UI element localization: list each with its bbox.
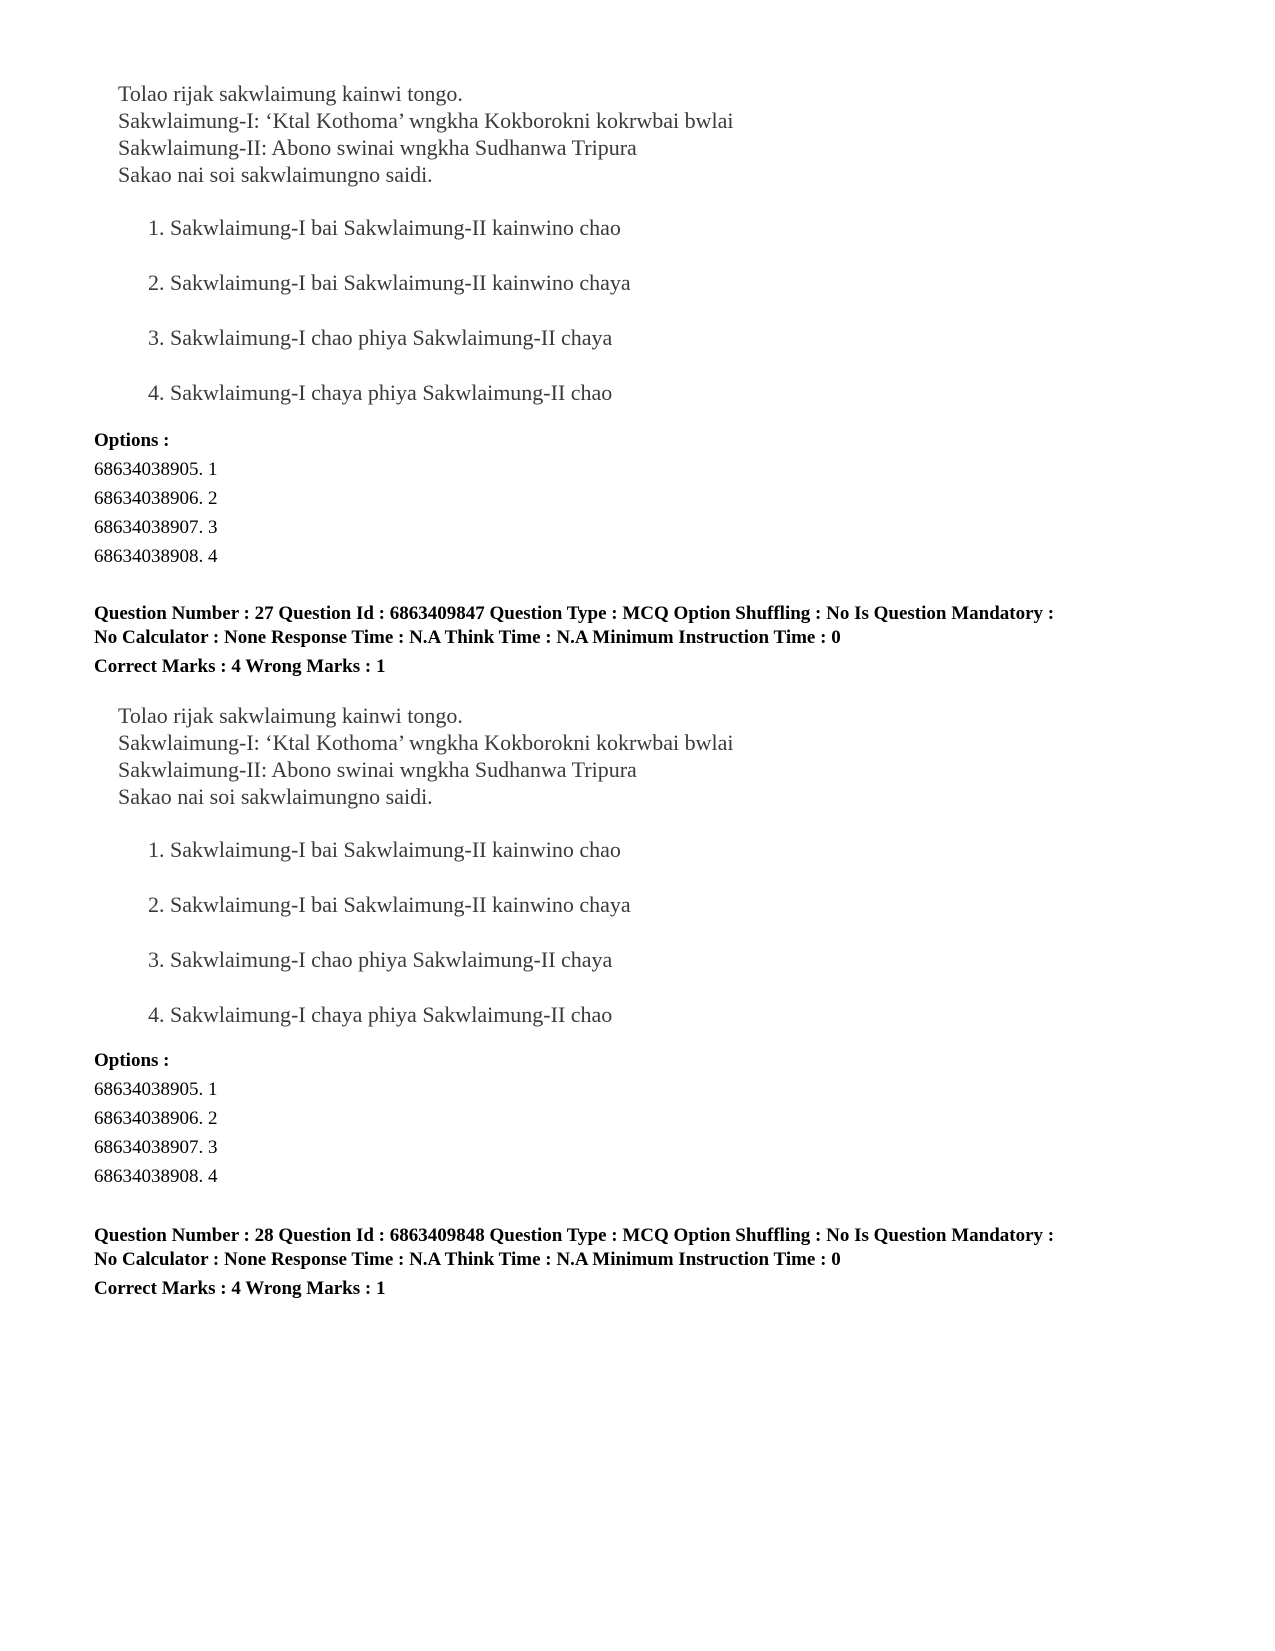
answer-choice: 3. Sakwlaimung-I chao phiya Sakwlaimung-II chaya bbox=[148, 325, 613, 350]
question-statement-ii: Sakwlaimung-II: Abono swinai wngkha Sudhanwa Tripura bbox=[118, 135, 637, 160]
question-meta-line: Question Number : 28 Question Id : 6863409848 Question Type : MCQ Option Shuffling : No Is Question Mandatory : bbox=[94, 1225, 1055, 1246]
answer-choice: 1. Sakwlaimung-I bai Sakwlaimung-II kainwino chao bbox=[148, 837, 621, 862]
question-marks: Correct Marks : 4 Wrong Marks : 1 bbox=[94, 1278, 386, 1299]
option-item: 68634038907. 3 bbox=[94, 1137, 218, 1158]
question-marks: Correct Marks : 4 Wrong Marks : 1 bbox=[94, 656, 386, 677]
option-item: 68634038905. 1 bbox=[94, 1079, 218, 1100]
answer-choices bbox=[148, 214, 818, 406]
option-item: 68634038906. 2 bbox=[94, 488, 218, 509]
option-item: 68634038906. 2 bbox=[94, 1108, 218, 1129]
question-image bbox=[118, 80, 818, 434]
option-item: 68634038905. 1 bbox=[94, 459, 218, 480]
question-header-28 bbox=[94, 1224, 1214, 1301]
question-statement-ii: Sakwlaimung-II: Abono swinai wngkha Sudhanwa Tripura bbox=[118, 757, 637, 782]
answer-choice: 2. Sakwlaimung-I bai Sakwlaimung-II kainwino chaya bbox=[148, 270, 631, 295]
question-statement-i: Sakwlaimung-I: ‘Ktal Kothoma’ wngkha Kokborokni kokrwbai bwlai bbox=[118, 730, 734, 755]
answer-choice: 2. Sakwlaimung-I bai Sakwlaimung-II kainwino chaya bbox=[148, 892, 631, 917]
question-image bbox=[118, 702, 818, 1056]
answer-choice: 4. Sakwlaimung-I chaya phiya Sakwlaimung-II chao bbox=[148, 380, 613, 405]
question-instruction: Sakao nai soi sakwlaimungno saidi. bbox=[118, 162, 433, 187]
options-heading: Options : bbox=[94, 430, 170, 451]
answer-choice: 3. Sakwlaimung-I chao phiya Sakwlaimung-II chaya bbox=[148, 947, 613, 972]
question-header-27 bbox=[94, 602, 1214, 679]
answer-choice: 1. Sakwlaimung-I bai Sakwlaimung-II kainwino chao bbox=[148, 215, 621, 240]
question-meta-line: No Calculator : None Response Time : N.A Think Time : N.A Minimum Instruction Time : 0 bbox=[94, 627, 841, 648]
question-statement-i: Sakwlaimung-I: ‘Ktal Kothoma’ wngkha Kokborokni kokrwbai bwlai bbox=[118, 108, 734, 133]
question-intro-line: Tolao rijak sakwlaimung kainwi tongo. bbox=[118, 703, 463, 728]
option-item: 68634038907. 3 bbox=[94, 517, 218, 538]
option-item: 68634038908. 4 bbox=[94, 1166, 218, 1187]
option-item: 68634038908. 4 bbox=[94, 546, 218, 567]
question-meta-line: No Calculator : None Response Time : N.A Think Time : N.A Minimum Instruction Time : 0 bbox=[94, 1249, 841, 1270]
answer-choice: 4. Sakwlaimung-I chaya phiya Sakwlaimung-II chao bbox=[148, 1002, 613, 1027]
question-instruction: Sakao nai soi sakwlaimungno saidi. bbox=[118, 784, 433, 809]
answer-choices bbox=[148, 836, 818, 1028]
question-intro-line: Tolao rijak sakwlaimung kainwi tongo. bbox=[118, 81, 463, 106]
options-list bbox=[94, 1046, 218, 1191]
question-meta-line: Question Number : 27 Question Id : 6863409847 Question Type : MCQ Option Shuffling : No Is Question Mandatory : bbox=[94, 603, 1055, 624]
options-list bbox=[94, 426, 218, 571]
options-heading: Options : bbox=[94, 1050, 170, 1071]
